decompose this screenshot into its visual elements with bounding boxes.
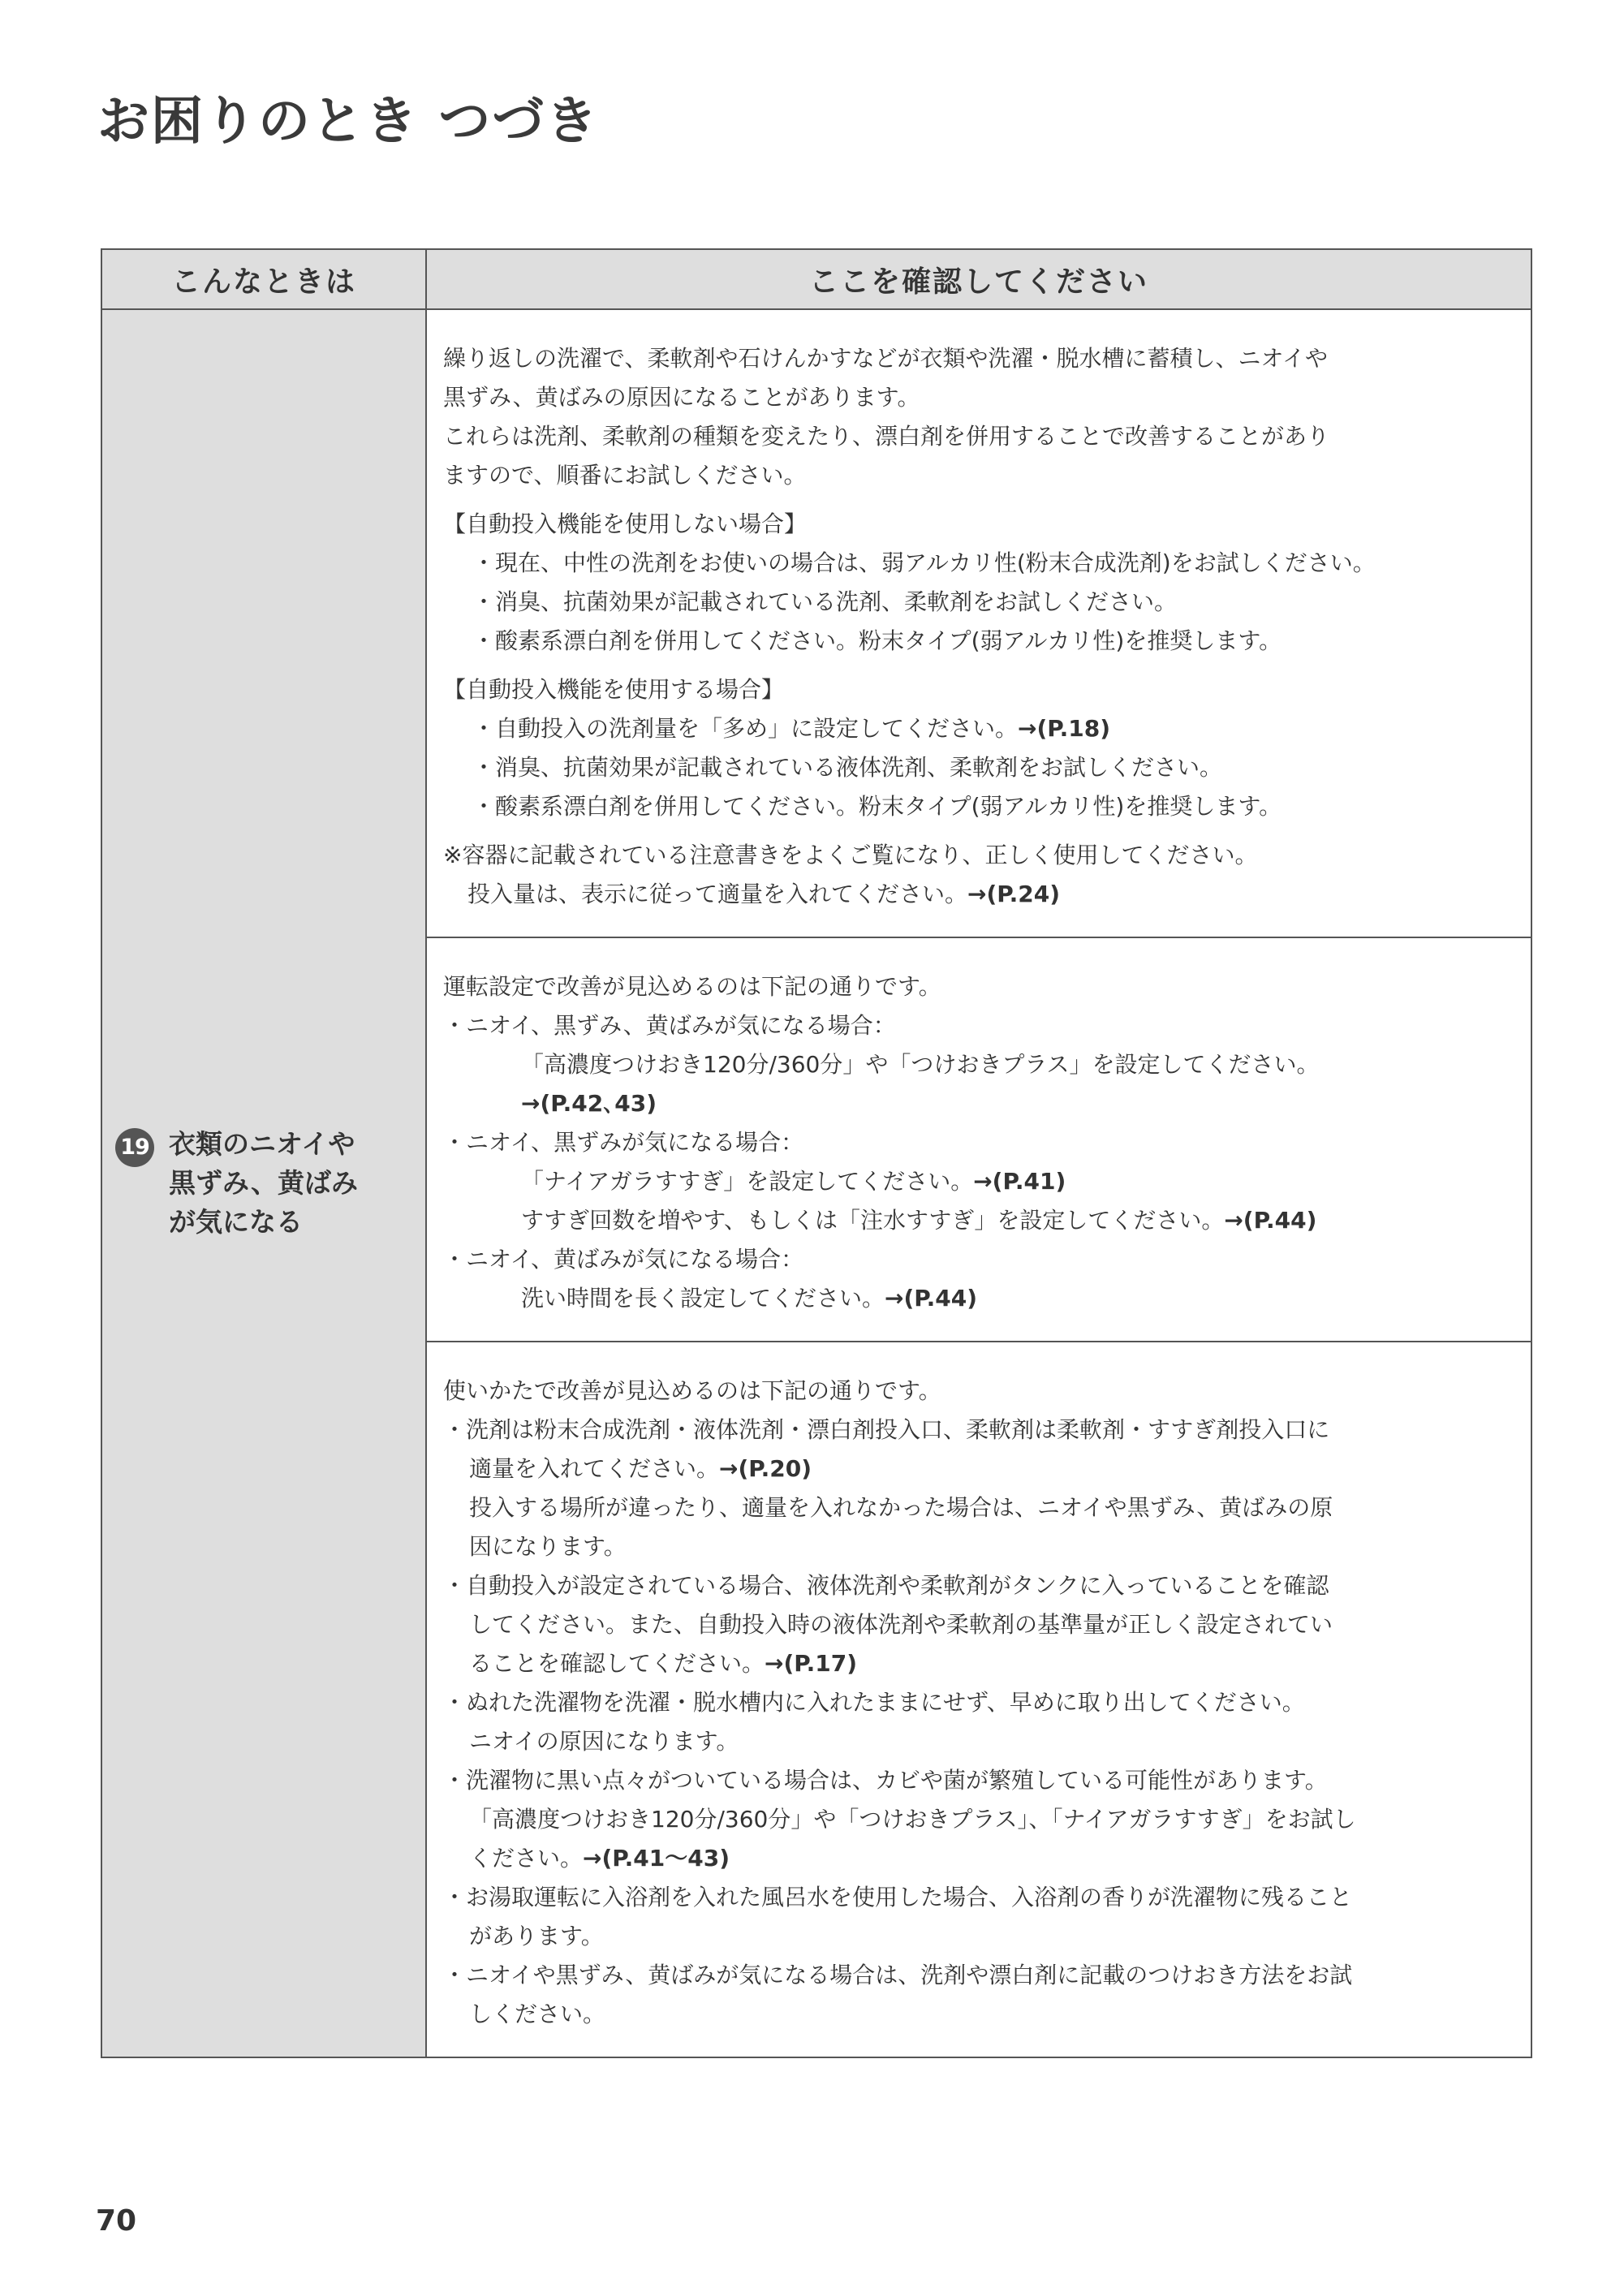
bullet-line: ・ぬれた洗濯物を洗濯・脱水槽内に入れたままにせず、早めに取り出してください。 bbox=[443, 1689, 1305, 1716]
bullet-line-text: ください。 bbox=[469, 1845, 584, 1872]
case-line-text: 「ナイアガラすすぎ」を設定してください。 bbox=[521, 1168, 974, 1195]
case-line bbox=[443, 1084, 1508, 1123]
item-number-badge: 19 bbox=[115, 1128, 154, 1167]
symptom-text bbox=[102, 1125, 425, 1242]
bullet-line bbox=[443, 1839, 1508, 1878]
note-line: 投入量は、表示に従って適量を入れてください。 bbox=[467, 881, 968, 907]
list-item: ・現在、中性の洗剤をお使いの場合は、弱アルカリ性(粉末合成洗剤)をお試しください。 bbox=[472, 549, 1376, 576]
bullet-line: ・自動投入が設定されている場合、液体洗剤や柔軟剤がタンクに入っていることを確認 bbox=[443, 1572, 1329, 1599]
case-line bbox=[443, 1162, 1508, 1201]
list-item-text: ・自動投入の洗剤量を「多め」に設定してください。 bbox=[472, 715, 1019, 742]
symptom-cell bbox=[101, 309, 426, 2057]
bullet-line: ・お湯取運転に入浴剤を入れた風呂水を使用した場合、入浴剤の香りが洗濯物に残ること bbox=[443, 1884, 1353, 1910]
bullet-line-text: 適量を入れてください。 bbox=[469, 1455, 720, 1482]
paragraph-line: 使いかたで改善が見込めるのは下記の通りです。 bbox=[443, 1377, 941, 1404]
group-title: 【自動投入機能を使用しない場合】 bbox=[443, 510, 808, 537]
bullet-line: ・洗濯物に黒い点々がついている場合は、カビや菌が繁殖している可能性があります。 bbox=[443, 1767, 1328, 1794]
list-item: ・酸素系漂白剤を併用してください。粉末タイプ(弱アルカリ性)を推奨します。 bbox=[472, 627, 1282, 654]
list-item bbox=[443, 709, 1508, 748]
bullet-line: しください。 bbox=[469, 2001, 606, 2027]
case-heading: ・ニオイ、黄ばみが気になる場合： bbox=[443, 1246, 804, 1273]
case-line bbox=[443, 1201, 1508, 1240]
page-reference: →(P.17) bbox=[765, 1650, 858, 1677]
case-line: 「高濃度つけおき120分/360分」や「つけおきプラス」を設定してください。 bbox=[521, 1051, 1320, 1078]
page-reference: →(P.44) bbox=[885, 1285, 978, 1312]
symptom-line: が気になる bbox=[169, 1206, 303, 1238]
note-line: ※容器に記載されている注意書きをよくご覧になり、正しく使用してください。 bbox=[443, 842, 1258, 868]
bullet-line: してください。また、自動投入時の液体洗剤や柔軟剤の基準量が正しく設定されてい bbox=[469, 1611, 1333, 1638]
header-check: ここを確認してください bbox=[426, 249, 1531, 309]
list-item: ・消臭、抗菌効果が記載されている洗剤、柔軟剤をお試しください。 bbox=[472, 588, 1178, 615]
group-title: 【自動投入機能を使用する場合】 bbox=[443, 676, 785, 703]
page-title: お困りのとき つづき bbox=[97, 92, 600, 152]
check-section-3 bbox=[426, 1342, 1531, 2057]
check-section-2 bbox=[426, 937, 1531, 1342]
note bbox=[443, 836, 1508, 914]
bullet-line bbox=[443, 1644, 1508, 1683]
case-heading: ・ニオイ、黒ずみが気になる場合： bbox=[443, 1129, 804, 1156]
list-item: ・消臭、抗菌効果が記載されている液体洗剤、柔軟剤をお試しください。 bbox=[472, 754, 1223, 781]
bullet-line: 「高濃度つけおき120分/360分」や「つけおきプラス」、「ナイアガラすすぎ」をお試し bbox=[469, 1806, 1356, 1833]
table-header-row bbox=[101, 249, 1531, 309]
paragraph-line: 黒ずみ、黄ばみの原因になることがあります。 bbox=[443, 384, 920, 411]
page-number: 70 bbox=[96, 2204, 137, 2238]
list-item: ・酸素系漂白剤を併用してください。粉末タイプ(弱アルカリ性)を推奨します。 bbox=[472, 793, 1282, 820]
case-line-text: 洗い時間を長く設定してください。 bbox=[521, 1285, 885, 1312]
bullet-line: 投入する場所が違ったり、適量を入れなかった場合は、ニオイや黒ずみ、黄ばみの原 bbox=[469, 1494, 1333, 1521]
page-reference: →(P.44) bbox=[1224, 1207, 1317, 1234]
bullet-line bbox=[443, 1450, 1508, 1488]
paragraph-line: 繰り返しの洗濯で、柔軟剤や石けんかすなどが衣類や洗濯・脱水槽に蓄積し、ニオイや bbox=[443, 345, 1329, 372]
paragraph-line: これらは洗剤、柔軟剤の種類を変えたり、漂白剤を併用することで改善することがあり bbox=[443, 423, 1330, 450]
bullet-line-text: ることを確認してください。 bbox=[469, 1650, 765, 1677]
case-heading: ・ニオイ、黒ずみ、黄ばみが気になる場合： bbox=[443, 1012, 896, 1039]
table-row bbox=[101, 309, 1531, 937]
paragraph-line: 運転設定で改善が見込めるのは下記の通りです。 bbox=[443, 973, 941, 1000]
page-reference: →(P.24) bbox=[967, 881, 1061, 907]
page-reference: →(P.20) bbox=[719, 1455, 812, 1482]
check-section-1 bbox=[426, 309, 1531, 937]
header-symptom: こんなときは bbox=[101, 249, 426, 309]
paragraph-line: ますので、順番にお試しください。 bbox=[443, 462, 807, 489]
bullet-line: ニオイの原因になります。 bbox=[469, 1728, 739, 1755]
symptom-line: 黒ずみ、黄ばみ bbox=[169, 1167, 358, 1199]
troubleshooting-table bbox=[101, 248, 1532, 2058]
page-reference: →(P.42､43) bbox=[521, 1090, 657, 1117]
page-reference: →(P.41) bbox=[973, 1168, 1066, 1195]
bullet-line: ・ニオイや黒ずみ、黄ばみが気になる場合は、洗剤や漂白剤に記載のつけおき方法をお試 bbox=[443, 1962, 1353, 1988]
page-reference: →(P.18) bbox=[1018, 715, 1111, 742]
symptom-line: 衣類のニオイや bbox=[169, 1128, 355, 1160]
bullet-line: 因になります。 bbox=[469, 1533, 627, 1560]
bullet-line: ・洗剤は粉末合成洗剤・液体洗剤・漂白剤投入口、柔軟剤は柔軟剤・すすぎ剤投入口に bbox=[443, 1416, 1330, 1443]
bullet-line: があります。 bbox=[469, 1923, 604, 1949]
case-line bbox=[443, 1279, 1508, 1318]
page-reference: →(P.41〜43) bbox=[583, 1845, 730, 1872]
case-line-text: すすぎ回数を増やす、もしくは「注水すすぎ」を設定してください。 bbox=[521, 1207, 1225, 1234]
